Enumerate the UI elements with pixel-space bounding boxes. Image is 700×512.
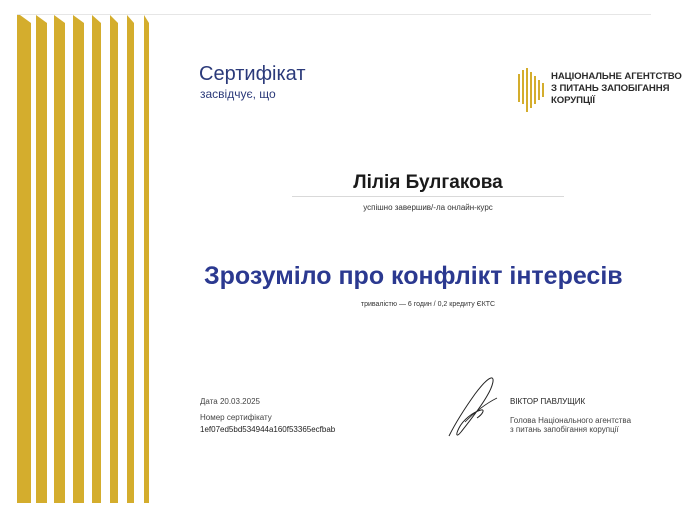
signer-name: ВІКТОР ПАВЛУЩИК (510, 397, 586, 406)
certificate-title: Сертифікат (199, 63, 306, 85)
recipient-name: Лілія Булгакова (353, 172, 503, 193)
nazk-logo-icon (517, 68, 547, 116)
certificate-number-label: Номер сертифікату (200, 413, 272, 422)
name-divider (292, 196, 564, 197)
course-title: Зрозуміло про конфлікт інтересів (204, 262, 623, 290)
organization-name: НАЦІОНАЛЬНЕ АГЕНТСТВО З ПИТАНЬ ЗАПОБІГАННЯ КОРУПЦІЇ (551, 71, 682, 106)
issue-date: Дата 20.03.2025 (200, 397, 260, 406)
certificate (17, 14, 682, 503)
completion-text: успішно завершив/-ла онлайн-курс (363, 203, 493, 212)
signer-title: Голова Національного агентства з питань запобігання корупції (510, 416, 632, 434)
signature-image (445, 376, 501, 440)
certificate-subtitle: засвідчує, що (200, 87, 276, 101)
certificate-number: 1ef07ed5bd534944a160f53365ecfbab (200, 425, 336, 434)
decorative-stripes (17, 15, 157, 503)
course-duration: тривалістю — 6 годин / 0,2 кредиту ЄКТС (360, 301, 496, 308)
